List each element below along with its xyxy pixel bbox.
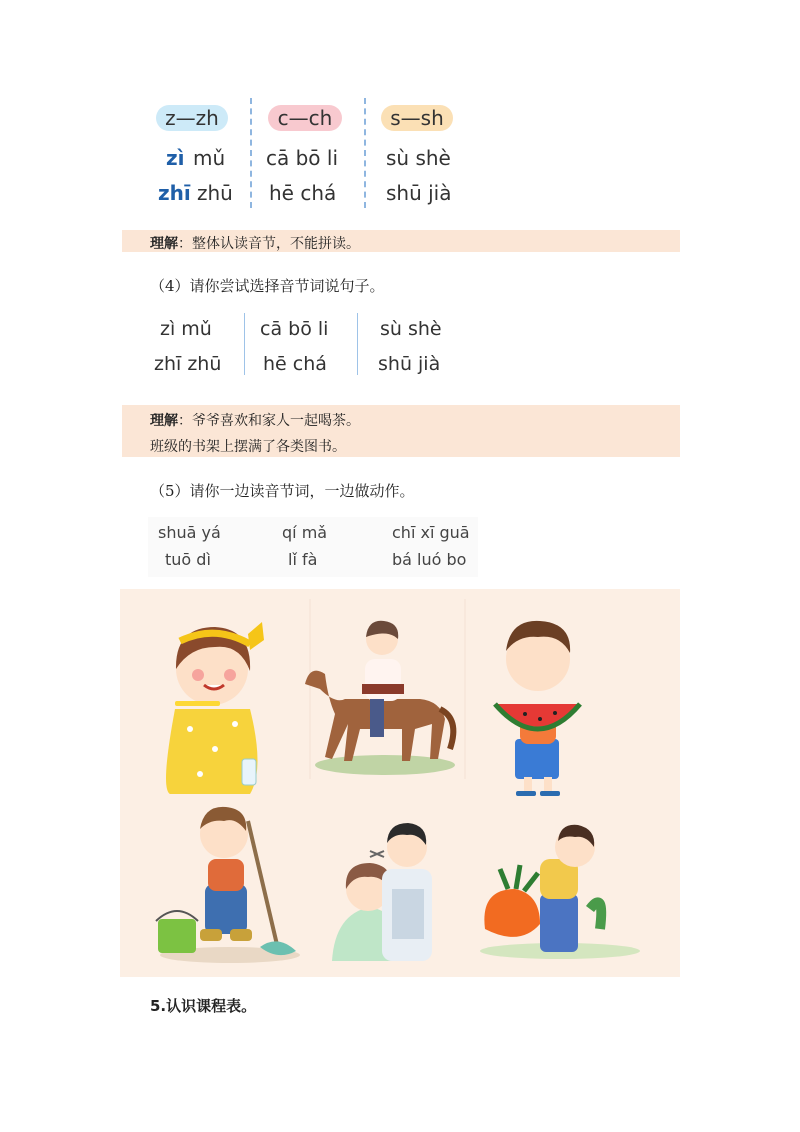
girl-brushing-teeth-illustration bbox=[166, 622, 264, 794]
note-2-line-1 bbox=[150, 410, 360, 430]
question-5: （5）请你一边读音节词，一边做动作。 bbox=[150, 482, 415, 500]
haircut-illustration bbox=[332, 823, 432, 961]
action-shua-ya: shuā yá bbox=[158, 523, 221, 542]
note-2-line-2: 班级的书架上摆满了各类图书。 bbox=[150, 439, 346, 455]
tag-s-sh: s—sh bbox=[381, 105, 453, 131]
word-he-cha: hē chá bbox=[269, 181, 337, 205]
word-zhi-zhu: zhī zhū bbox=[154, 353, 222, 375]
divider-1 bbox=[250, 98, 252, 208]
syllable-mu: mǔ bbox=[193, 146, 226, 170]
word-ca-bo-li: cā bō li bbox=[266, 146, 339, 170]
action-tuo-di: tuō dì bbox=[165, 550, 211, 569]
divider-3 bbox=[244, 313, 245, 375]
syllable-zhu: zhū bbox=[197, 181, 233, 205]
action-li-fa: lǐ fà bbox=[288, 550, 318, 569]
note-1-label: 理解 bbox=[150, 236, 178, 252]
tag-z-zh: z—zh bbox=[156, 105, 228, 131]
word-shu-jia: shū jià bbox=[386, 181, 452, 205]
word-ca-bo-li-2: cā bō li bbox=[260, 318, 329, 340]
horse-riding-illustration bbox=[305, 621, 455, 775]
action-chi-xi-gua: chī xī guā bbox=[392, 523, 470, 542]
syllable-zi: zì bbox=[166, 146, 185, 170]
tag-c-ch: c—ch bbox=[268, 105, 342, 131]
boy-eating-watermelon-illustration bbox=[495, 621, 580, 796]
word-shu-jia-2: shū jià bbox=[378, 353, 441, 375]
question-4: （4）请你尝试选择音节词说句子。 bbox=[150, 277, 385, 295]
syllable-zhi: zhī bbox=[158, 181, 191, 205]
pulling-carrot-illustration bbox=[480, 825, 640, 959]
divider-2 bbox=[364, 98, 366, 208]
word-he-cha-2: hē chá bbox=[263, 353, 327, 375]
word-su-she-2: sù shè bbox=[380, 318, 442, 340]
action-qi-ma: qí mǎ bbox=[282, 523, 328, 542]
divider-4 bbox=[357, 313, 358, 375]
illustration-panel bbox=[120, 589, 680, 977]
note-1-text: ：整体认读音节，不能拼读。 bbox=[178, 236, 360, 252]
action-ba-luo-bo: bá luó bo bbox=[392, 550, 467, 569]
note-2-label: 理解 bbox=[150, 413, 178, 429]
word-zi-mu: zì mǔ bbox=[160, 318, 212, 340]
note-1 bbox=[150, 233, 360, 253]
note-2-text: ：爷爷喜欢和家人一起喝茶。 bbox=[178, 413, 360, 429]
section-heading: 5.认识课程表。 bbox=[150, 997, 257, 1015]
word-su-she: sù shè bbox=[386, 146, 451, 170]
boy-mopping-illustration bbox=[156, 807, 300, 963]
